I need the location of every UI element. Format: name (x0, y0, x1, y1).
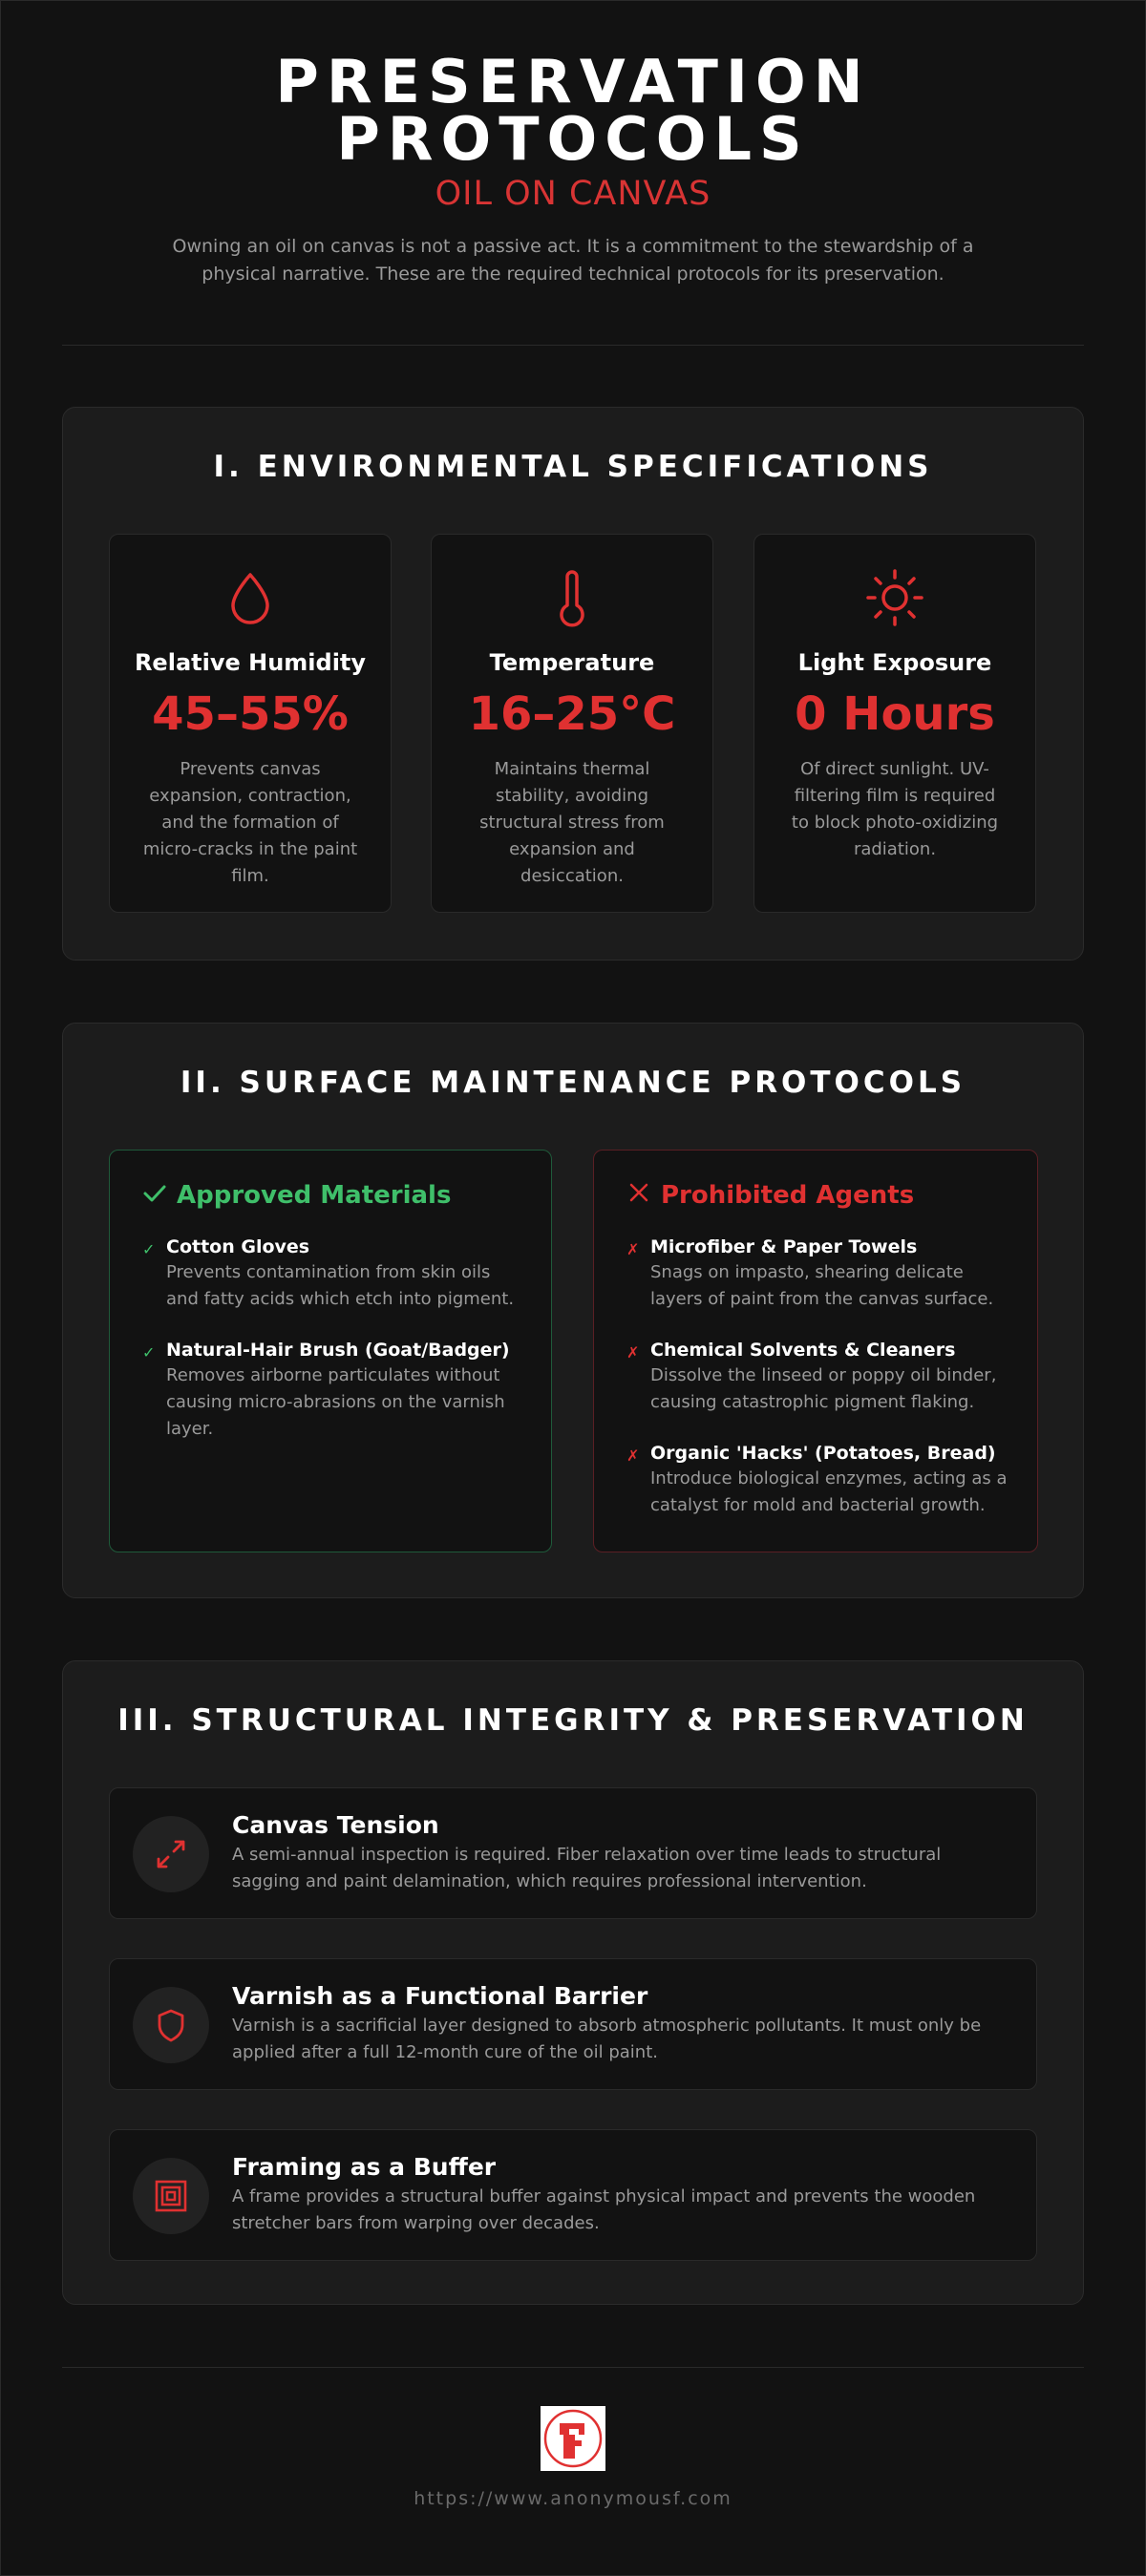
list-item (626, 1235, 1008, 1313)
page-header (62, 47, 1084, 288)
env-desc: Of direct sunlight. UV-filtering film is required to block photo-oxidizing radiation. (791, 759, 999, 859)
title-line-1: PRESERVATION (275, 47, 871, 116)
card-title: Framing as a Buffer (232, 2153, 497, 2181)
approved-materials-box (109, 1150, 552, 1552)
list-item (142, 1338, 522, 1443)
intro-text: Owning an oil on canvas is not a passive act. It is a commitment to the stewardship of a physical narrative. These are the required technical protocols for its preservation. (172, 236, 974, 285)
footer-url[interactable]: https://www.anonymousf.com (414, 2488, 732, 2509)
env-name: Temperature (489, 649, 655, 676)
structural-card-framing (109, 2129, 1037, 2261)
structural-card-varnish (109, 1958, 1037, 2090)
item-desc: Prevents contamination from skin oils and fatty acids which etch into pigment. (166, 1262, 515, 1309)
header-divider (62, 345, 1084, 346)
env-value: 45–55% (152, 687, 349, 741)
icon-circle (133, 2158, 209, 2234)
structural-card-tension (109, 1787, 1037, 1919)
env-card-light (753, 534, 1036, 913)
item-title: Microfiber & Paper Towels (650, 1236, 918, 1257)
x-icon: ✗ (626, 1240, 640, 1258)
item-desc: Introduce biological enzymes, acting as a catalyst for mold and bacterial growth. (650, 1468, 1008, 1515)
icon-circle (133, 1987, 209, 2063)
card-desc: Varnish is a sacrificial layer designed to absorb atmospheric pollutants. It must only be applied after a full 12-month cure of the oil paint. (232, 2016, 982, 2062)
env-desc: Prevents canvas expansion, contraction, and the formation of micro-cracks in the paint film. (142, 759, 358, 886)
frame-icon (152, 2177, 190, 2215)
x-icon: ✗ (626, 1343, 640, 1362)
page-title (62, 47, 1084, 174)
env-value: 16–25°C (468, 687, 676, 741)
approved-heading-label: Approved Materials (177, 1181, 452, 1210)
env-name: Relative Humidity (134, 649, 367, 676)
card-desc: A frame provides a structural buffer against physical impact and prevents the wooden stretcher bars from warping over decades. (232, 2186, 976, 2233)
thermometer-icon (541, 567, 603, 628)
item-desc: Snags on impasto, shearing delicate layers of paint from the canvas surface. (650, 1262, 994, 1309)
env-card-temperature (431, 534, 713, 913)
card-title: Canvas Tension (232, 1811, 439, 1839)
env-value: 0 Hours (795, 687, 995, 741)
section-title: II. SURFACE MAINTENANCE PROTOCOLS (180, 1066, 966, 1100)
card-desc: A semi-annual inspection is required. Fiber relaxation over time leads to structural sagging and paint delamination, which requires professional intervention. (232, 1845, 942, 1891)
title-line-2: PROTOCOLS (336, 104, 810, 174)
list-item (142, 1235, 522, 1313)
x-icon: ✗ (626, 1446, 640, 1465)
section-title: I. ENVIRONMENTAL SPECIFICATIONS (213, 450, 933, 484)
card-title: Varnish as a Functional Barrier (232, 1982, 648, 2010)
list-item (626, 1441, 1008, 1519)
prohibited-heading-label: Prohibited Agents (661, 1181, 915, 1210)
prohibited-heading (626, 1181, 914, 1210)
x-icon (626, 1182, 651, 1203)
env-card-humidity (109, 534, 392, 913)
maintenance-section (62, 1023, 1084, 1598)
shield-icon (152, 2006, 190, 2044)
page-subtitle: OIL ON CANVAS (435, 175, 711, 213)
sun-icon (864, 567, 925, 628)
environment-section (62, 407, 1084, 961)
expand-arrows-icon (152, 1835, 190, 1873)
list-item (626, 1338, 1008, 1416)
env-desc: Maintains thermal stability, avoiding structural stress from expansion and desiccation. (479, 759, 665, 886)
item-title: Cotton Gloves (166, 1236, 310, 1257)
item-title: Organic 'Hacks' (Potatoes, Bread) (650, 1443, 996, 1464)
approved-heading (142, 1181, 451, 1210)
icon-circle (133, 1816, 209, 1892)
check-icon: ✓ (142, 1343, 156, 1362)
brand-logo-icon (541, 2406, 605, 2471)
item-desc: Removes airborne particulates without causing micro-abrasions on the varnish layer. (166, 1365, 505, 1439)
item-title: Natural-Hair Brush (Goat/Badger) (166, 1340, 510, 1361)
prohibited-agents-box (593, 1150, 1038, 1552)
check-icon: ✓ (142, 1240, 156, 1258)
env-name: Light Exposure (797, 649, 992, 676)
check-icon (142, 1184, 167, 1203)
footer-divider (62, 2367, 1084, 2368)
item-title: Chemical Solvents & Cleaners (650, 1340, 956, 1361)
item-desc: Dissolve the linseed or poppy oil binder, causing catastrophic pigment flaking. (650, 1365, 997, 1412)
droplet-icon (220, 567, 281, 628)
structural-section (62, 1660, 1084, 2305)
section-title: III. STRUCTURAL INTEGRITY & PRESERVATION (117, 1703, 1029, 1738)
